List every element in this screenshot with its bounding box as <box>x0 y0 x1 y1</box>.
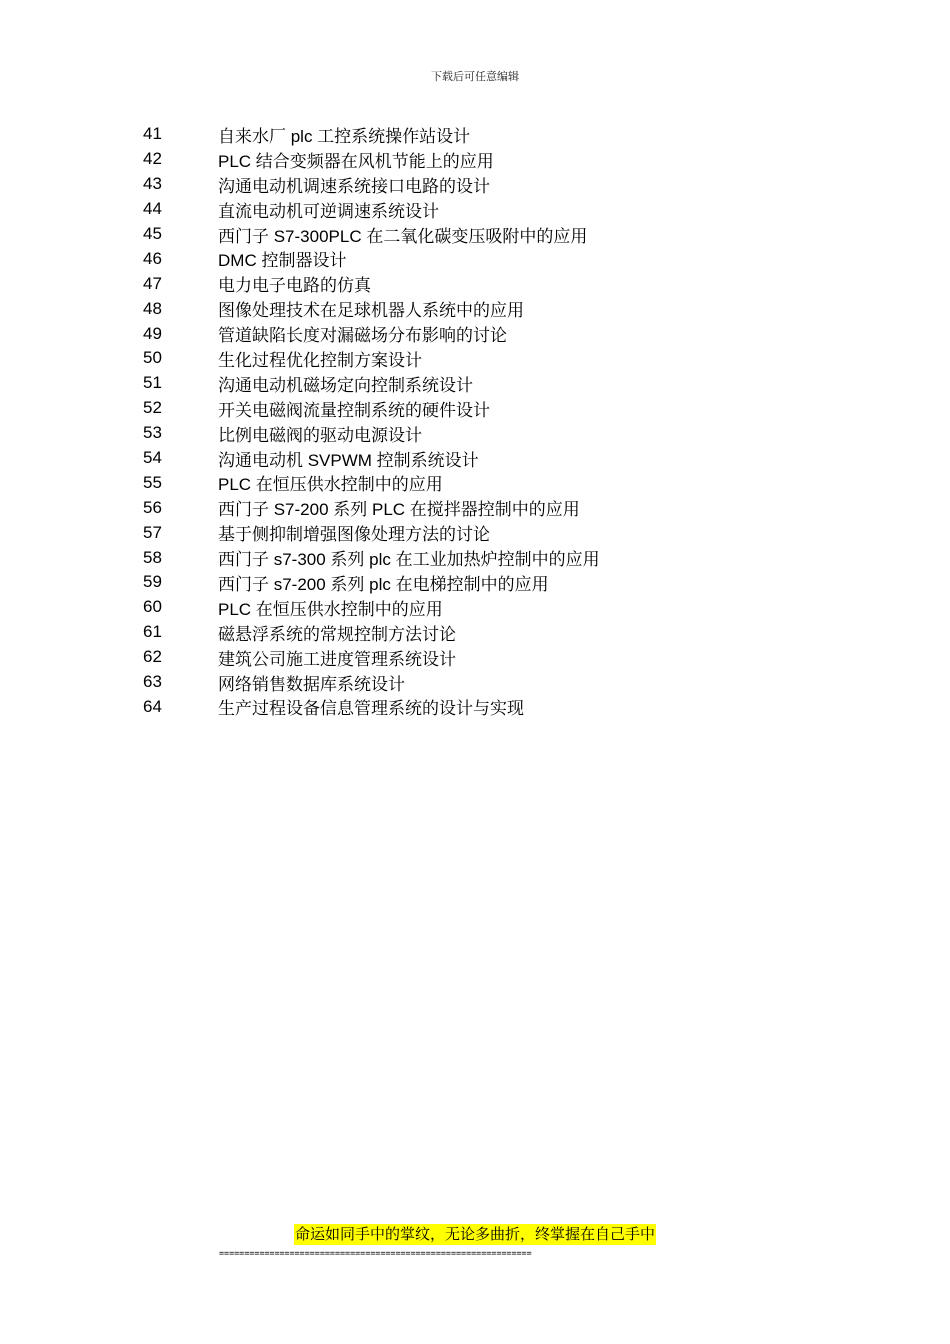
topic-row <box>143 670 600 695</box>
topic-row <box>143 495 600 520</box>
topic-row <box>143 645 600 670</box>
topic-row <box>143 321 600 346</box>
topic-row <box>143 122 600 147</box>
topic-title: PLC 在恒压供水控制中的应用 <box>218 475 443 495</box>
topic-row <box>143 446 600 471</box>
topic-number: 61 <box>143 622 162 642</box>
topic-number: 57 <box>143 522 162 542</box>
topic-title: 建筑公司施工进度管理系统设计 <box>218 649 456 669</box>
topic-title: 生产过程设备信息管理系统的设计与实现 <box>218 699 524 719</box>
topic-title: 管道缺陷长度对漏磁场分布影响的讨论 <box>218 326 507 346</box>
topic-number: 52 <box>143 398 162 418</box>
topic-title: 比例电磁阀的驱动电源设计 <box>218 425 422 445</box>
topic-number: 53 <box>143 423 162 443</box>
topic-number: 46 <box>143 248 162 268</box>
topic-title: 网络销售数据库系统设计 <box>218 674 405 694</box>
topic-number: 55 <box>143 472 162 492</box>
topic-title: 沟通电动机磁场定向控制系统设计 <box>218 375 473 395</box>
topic-title: PLC 结合变频器在风机节能上的应用 <box>218 151 494 171</box>
topic-title: 图像处理技术在足球机器人系统中的应用 <box>218 301 524 321</box>
topic-title: PLC 在恒压供水控制中的应用 <box>218 599 443 619</box>
topic-number: 63 <box>143 672 162 692</box>
footer-rule: ============================================================== <box>219 1248 532 1258</box>
topic-row <box>143 172 600 197</box>
topic-title: 开关电磁阀流量控制系统的硬件设计 <box>218 400 490 420</box>
topic-row <box>143 371 600 396</box>
topic-number: 47 <box>143 273 162 293</box>
topic-row <box>143 620 600 645</box>
topic-number: 58 <box>143 547 162 567</box>
topic-number: 64 <box>143 696 162 716</box>
topic-row <box>143 147 600 172</box>
topic-number: 59 <box>143 572 162 592</box>
topic-title: 西门子 s7-300 系列 plc 在工业加热炉控制中的应用 <box>218 550 600 570</box>
topic-list <box>143 122 600 719</box>
topic-title: 西门子 s7-200 系列 plc 在电梯控制中的应用 <box>218 574 549 594</box>
topic-number: 45 <box>143 224 162 243</box>
topic-title: 西门子 S7-300PLC 在二氧化碳变压吸附中的应用 <box>218 226 588 246</box>
topic-number: 42 <box>143 149 162 169</box>
page-header: 下载后可任意编辑 <box>431 70 519 83</box>
topic-title: 基于侧抑制增强图像处理方法的讨论 <box>218 525 490 545</box>
topic-title: 磁悬浮系统的常规控制方法讨论 <box>218 624 456 644</box>
topic-number: 44 <box>143 199 162 219</box>
topic-row <box>143 197 600 222</box>
topic-row <box>143 694 600 719</box>
topic-number: 49 <box>143 323 162 343</box>
topic-row <box>143 570 600 595</box>
topic-title: 西门子 S7-200 系列 PLC 在搅拌器控制中的应用 <box>218 500 580 520</box>
topic-number: 43 <box>143 174 162 194</box>
topic-row <box>143 222 600 247</box>
topic-number: 41 <box>143 124 162 144</box>
topic-title: 电力电子电路的仿真 <box>218 276 371 296</box>
topic-number: 50 <box>143 348 162 368</box>
topic-row <box>143 296 600 321</box>
footer-motto: 命运如同手中的掌纹，无论多曲折，终掌握在自己手中 <box>294 1225 655 1243</box>
topic-title: 直流电动机可逆调速系统设计 <box>218 201 439 221</box>
topic-row <box>143 595 600 620</box>
topic-number: 51 <box>143 373 162 393</box>
topic-row <box>143 520 600 545</box>
topic-row <box>143 346 600 371</box>
topic-row <box>143 545 600 570</box>
topic-title: DMC 控制器设计 <box>218 251 347 271</box>
topic-number: 60 <box>143 597 162 617</box>
topic-row <box>143 470 600 495</box>
topic-number: 54 <box>143 448 162 468</box>
topic-row <box>143 271 600 296</box>
topic-row <box>143 396 600 421</box>
topic-title: 自来水厂 plc 工控系统操作站设计 <box>218 126 471 146</box>
topic-row <box>143 246 600 271</box>
topic-title: 生化过程优化控制方案设计 <box>218 350 422 370</box>
topic-number: 48 <box>143 298 162 318</box>
topic-number: 62 <box>143 647 162 667</box>
topic-number: 56 <box>143 497 162 517</box>
topic-title: 沟通电动机 SVPWM 控制系统设计 <box>218 450 479 470</box>
topic-title: 沟通电动机调速系统接口电路的设计 <box>218 176 490 196</box>
page-footer <box>0 1224 950 1245</box>
topic-row <box>143 421 600 446</box>
